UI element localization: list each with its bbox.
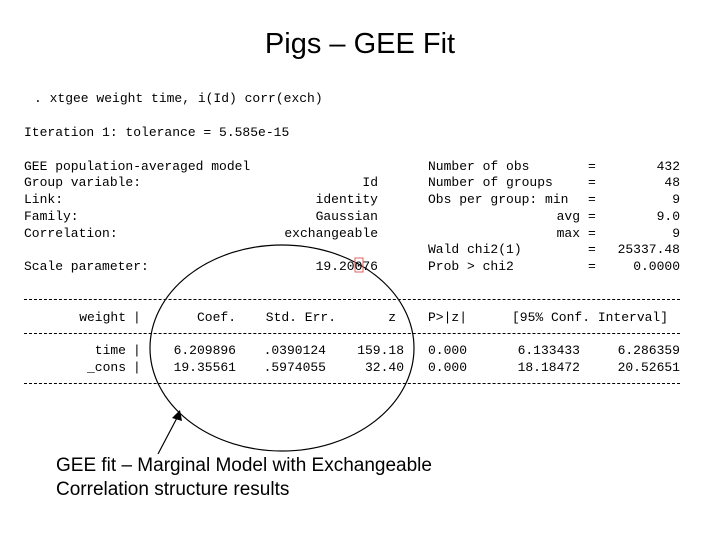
row-cons-z: 32.40 — [364, 360, 404, 375]
row-time-z: 159.18 — [357, 343, 404, 358]
scale-parameter-value: 19.20076 — [315, 259, 378, 274]
row-cons-ci-high: 20.52651 — [617, 360, 680, 375]
correlation-label: Correlation: — [24, 226, 118, 241]
obs-max-label: max — [556, 226, 580, 241]
stata-command: . xtgee weight time, i(Id) corr(exch) — [34, 91, 323, 106]
annotation-text: GEE fit – Marginal Model with Exchangeable Correlation structure results — [56, 455, 432, 500]
wald-value: 25337.48 — [617, 242, 680, 257]
obs-max-eq: = — [588, 226, 596, 241]
highlight-ellipse — [150, 245, 414, 451]
row-cons-ci-low: 18.18472 — [517, 360, 580, 375]
row-time-coef: 6.209896 — [173, 343, 236, 358]
family-label: Family: — [24, 209, 79, 224]
row-cons-coef: 19.35561 — [173, 360, 236, 375]
header-p: P>|z| — [428, 310, 468, 325]
row-cons-se: .5974055 — [263, 360, 326, 375]
row-time-se: .0390124 — [263, 343, 326, 358]
prob-label: Prob > chi2 — [428, 259, 514, 274]
obs-avg-label: avg — [556, 209, 580, 224]
header-ci: [95% Conf. Interval] — [512, 310, 669, 325]
obs-min-value: 9 — [672, 192, 680, 207]
row-time-p: 0.000 — [428, 343, 468, 358]
ngroups-value: 48 — [664, 175, 680, 190]
iteration-line: Iteration 1: tolerance = 5.585e-15 — [24, 125, 290, 140]
row-time-ci-low: 6.133433 — [517, 343, 580, 358]
row-cons-var: _cons — [86, 360, 126, 375]
pointer-arrowhead — [172, 410, 182, 421]
wald-label: Wald chi2(1) — [428, 242, 522, 257]
ngroups-label: Number of groups — [428, 175, 553, 190]
column-separator: | — [133, 360, 141, 375]
prob-value: 0.0000 — [633, 259, 680, 274]
column-separator: | — [133, 343, 141, 358]
row-time-var: time — [94, 343, 126, 358]
header-se: Std. Err. — [265, 310, 336, 325]
group-variable-value: Id — [362, 175, 378, 190]
wald-eq: = — [588, 242, 596, 257]
scale-parameter-label: Scale parameter: — [24, 259, 149, 274]
obs-avg-value: 9.0 — [656, 209, 680, 224]
pointer-arrow — [158, 416, 178, 454]
column-separator: | — [133, 310, 141, 325]
ngroups-eq: = — [588, 175, 596, 190]
header-z: z — [388, 310, 396, 325]
correlation-value: exchangeable — [284, 226, 378, 241]
header-depvar: weight — [79, 310, 126, 325]
family-value: Gaussian — [315, 209, 378, 224]
nobs-eq: = — [588, 159, 596, 174]
slide-title: Pigs – GEE Fit — [264, 28, 456, 60]
link-label: Link: — [24, 192, 64, 207]
obs-min-eq: = — [588, 192, 596, 207]
row-cons-p: 0.000 — [428, 360, 468, 375]
link-value: identity — [315, 192, 378, 207]
prob-eq: = — [588, 259, 596, 274]
model-type-label: GEE population-averaged model — [24, 159, 251, 174]
row-time-ci-high: 6.286359 — [617, 343, 680, 358]
obs-max-value: 9 — [672, 226, 680, 241]
obs-avg-eq: = — [588, 209, 596, 224]
header-coef: Coef. — [196, 310, 236, 325]
obs-min-label: Obs per group: min — [428, 192, 569, 207]
nobs-label: Number of obs — [428, 159, 530, 174]
nobs-value: 432 — [656, 159, 680, 174]
group-variable-label: Group variable: — [24, 175, 142, 190]
